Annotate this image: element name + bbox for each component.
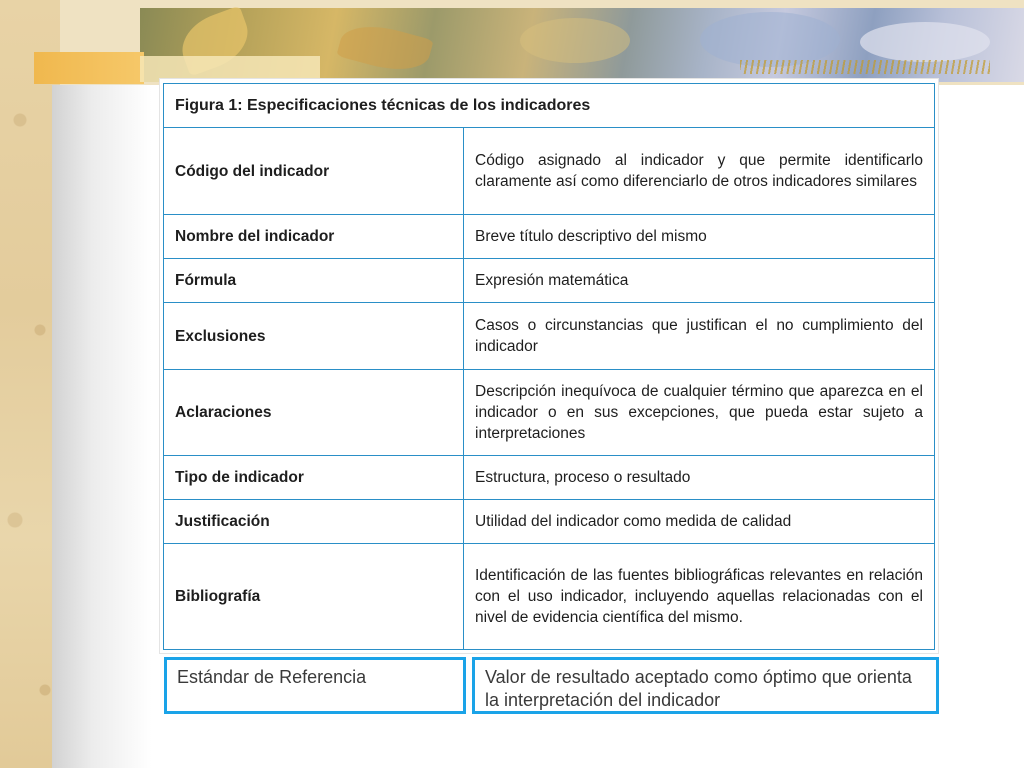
reference-value: Valor de resultado aceptado como óptimo que orienta la interpretación del indicador (485, 667, 912, 710)
table-row (164, 215, 935, 259)
row-label: Fórmula (164, 259, 464, 303)
row-value: Identificación de las fuentes bibliográficas relevantes en relación con el uso indicador, incluyendo aquellas relacionadas con el nivel de evidencia científica del mismo. (464, 544, 935, 650)
row-value: Descripción inequívoca de cualquier término que aparezca en el indicador o en sus excepciones, que pueda estar sujeto a interpretaciones (464, 370, 935, 456)
row-value: Expresión matemática (464, 259, 935, 303)
table-row (164, 128, 935, 215)
parchment-background (0, 0, 60, 768)
decorative-strip (34, 52, 144, 84)
row-value: Utilidad del indicador como medida de calidad (464, 500, 935, 544)
reference-label-box (164, 657, 466, 714)
row-label: Justificación (164, 500, 464, 544)
flower-decoration (700, 12, 840, 67)
row-label: Aclaraciones (164, 370, 464, 456)
leaf-decoration (520, 18, 630, 63)
row-label: Tipo de indicador (164, 456, 464, 500)
table-title: Figura 1: Especificaciones técnicas de los indicadores (164, 84, 935, 128)
row-value: Casos o circunstancias que justifican el no cumplimiento del indicador (464, 303, 935, 370)
table-title-row (164, 84, 935, 128)
specifications-table (163, 83, 935, 650)
row-label: Bibliografía (164, 544, 464, 650)
reference-label: Estándar de Referencia (177, 667, 367, 687)
table-row (164, 500, 935, 544)
table-row (164, 456, 935, 500)
flower-decoration (860, 22, 990, 62)
row-label: Nombre del indicador (164, 215, 464, 259)
row-label: Código del indicador (164, 128, 464, 215)
table-row (164, 544, 935, 650)
leaf-decoration (336, 17, 433, 79)
row-value: Estructura, proceso o resultado (464, 456, 935, 500)
row-label: Exclusiones (164, 303, 464, 370)
table-row (164, 303, 935, 370)
table-row (164, 370, 935, 456)
specifications-figure (160, 79, 938, 653)
reference-value-box (472, 657, 939, 714)
row-value: Código asignado al indicador y que permite identificarlo claramente así como diferenciarlo de otros indicadores similares (464, 128, 935, 215)
row-value: Breve título descriptivo del mismo (464, 215, 935, 259)
table-row (164, 259, 935, 303)
grass-decoration (740, 60, 990, 74)
